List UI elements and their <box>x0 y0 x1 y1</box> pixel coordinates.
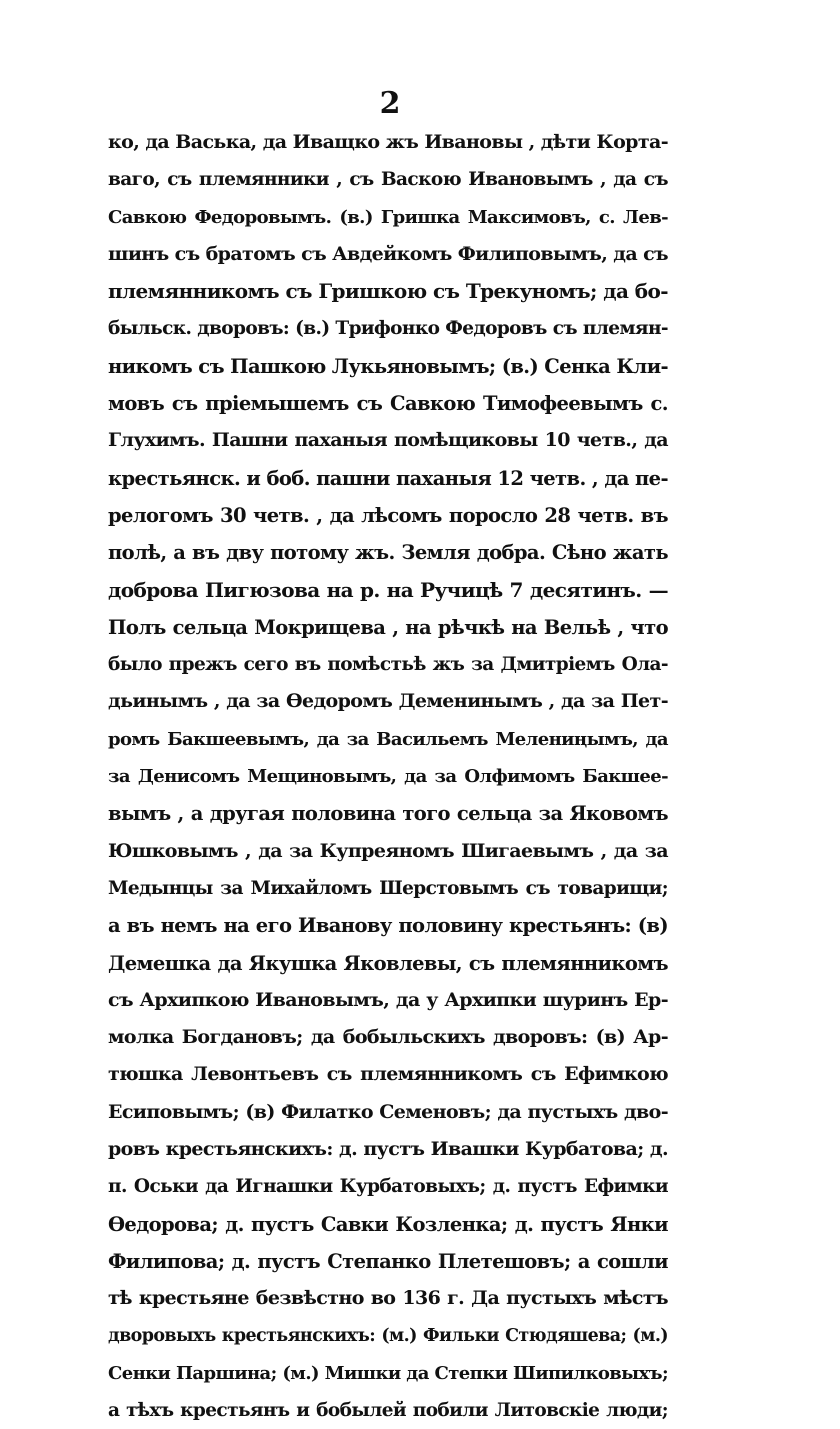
text-line: Есиповымъ; (в) Филатко Семеновъ; да пустыхъ дво- <box>108 1100 668 1123</box>
text-line: Савкою Федоровымъ. (в.) Гришка Максимовъ, с. Лев- <box>108 206 668 228</box>
text-line: ромъ Бакшеевымъ, да за Васильемъ Мелениңымъ, да <box>108 728 668 750</box>
text-line: Полъ сельца Мокрищева , на рѣчкѣ на Вельѣ , что <box>108 615 668 639</box>
text-line: а тѣхъ крестьянъ и бобылей побили Литовскiе люди; <box>108 1400 668 1422</box>
text-line: Юшковымъ , да за Купреяномъ Шигаевымъ , да за <box>108 839 668 862</box>
text-line: Филипова; д. пустъ Степанко Плетешовъ; а сошли <box>108 1249 668 1273</box>
text-line: ваго, съ племянники , съ Васкою Ивановымъ , да съ <box>108 169 668 191</box>
text-line: тюшка Левонтьевъ съ племянникомъ съ Ефимкою <box>108 1063 668 1086</box>
page-number: 2 <box>379 86 401 121</box>
text-line: шинъ съ братомъ съ Авдейкомъ Филиповымъ, да съ <box>108 242 669 265</box>
text-line: Ѳедорова; д. пустъ Савки Козленка; д. пустъ Янки <box>108 1212 668 1236</box>
text-line: съ Архипкою Ивановымъ, да у Архипки шуринъ Ер- <box>108 988 668 1011</box>
text-line: п. Оськи да Игнашки Курбатовыхъ; д. пустъ Ефимки <box>108 1176 668 1198</box>
text-line: племянникомъ съ Гришкою съ Трекуномъ; да бо- <box>108 279 668 304</box>
text-line: Глухимъ. Пашни паханыя помѣщиковы 10 четв., да <box>108 429 668 452</box>
text-line: быльск. дворовъ: (в.) Трифонко Федоровъ съ племян- <box>108 318 668 340</box>
text-line: мовъ съ прiемышемъ съ Савкою Тимофеевымъ с. <box>108 392 668 416</box>
text-line: доброва Пигюзова на р. на Ручицѣ 7 десятинъ. — <box>108 577 668 602</box>
text-line: Медынцы за Михайломъ Шерстовымъ съ товарищи; <box>108 877 668 899</box>
text-line: Демешка да Якушка Яковлевы, съ племянникомъ <box>108 951 668 975</box>
text-line: дворовыхъ крестьянскихъ: (м.) Фильки Стюдяшева; (м.) <box>108 1325 668 1346</box>
text-line: было прежъ сего въ помѣстьѣ жъ за Дмитрiемъ Ола- <box>108 654 668 676</box>
text-line: ровъ крестьянскихъ: д. пустъ Ивашки Курбатова; д. <box>108 1138 668 1161</box>
text-line: за Денисомъ Мещиновымъ, да за Олфимомъ Бакшее- <box>108 766 668 788</box>
text-line: ко, да Васька, да Иващко жъ Ивановы , дѣти Корта- <box>108 131 668 153</box>
text-line: полѣ, а въ дву потому жъ. Земля добра. Сѣно жать <box>108 541 668 565</box>
text-line: вымъ , а другая половина того сельца за Яковомъ <box>108 802 668 826</box>
text-line: крестьянск. и боб. пашни паханыя 12 четв. , да пе- <box>108 466 668 490</box>
text-line: молка Богдановъ; да бобыльскихъ дворовъ: (в) Ар- <box>108 1026 668 1049</box>
text-line: тѣ крестьяне безвѣстно во 136 г. Да пустыхъ мѣстъ <box>108 1287 668 1310</box>
text-line: Сенки Паршина; (м.) Мишки да Степки Шипилковыхъ; <box>108 1362 668 1384</box>
text-line: релогомъ 30 четв. , да лѣсомъ поросло 28 четв. въ <box>108 503 668 527</box>
text-line: никомъ съ Пашкою Лукьяновымъ; (в.) Сенка Кли- <box>108 354 669 378</box>
text-line: а въ немъ на его Иванову половину крестьянъ: (в) <box>108 914 668 938</box>
body-text <box>108 124 668 1429</box>
text-line: дьинымъ , да за Ѳедоромъ Деменинымъ , да за Пет- <box>108 690 668 713</box>
